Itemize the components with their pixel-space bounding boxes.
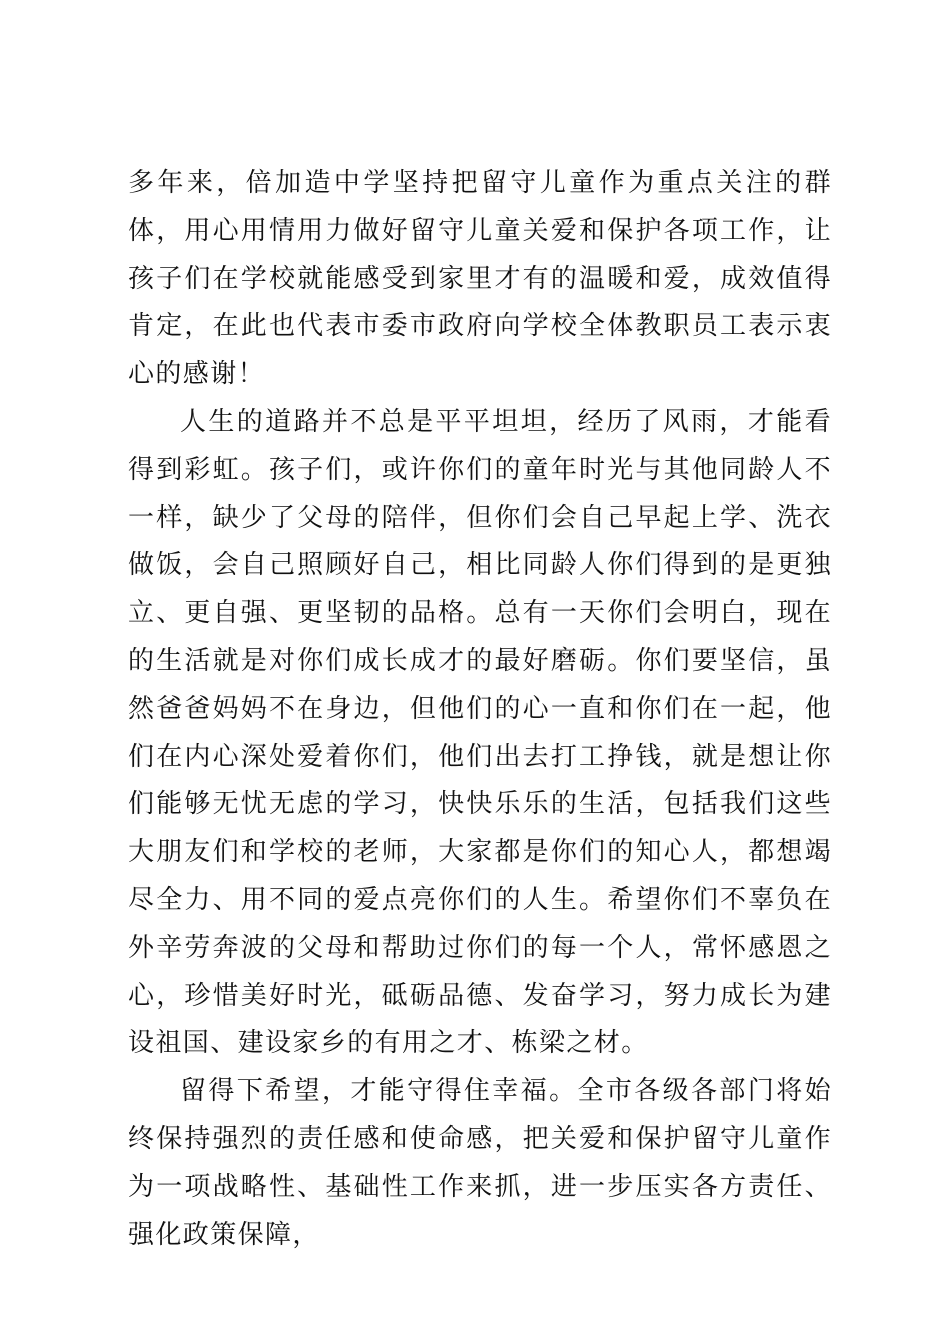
document-page — [128, 160, 832, 1259]
paragraph-commitment: 留得下希望，才能守得住幸福。全市各级各部门将始终保持强烈的责任感和使命感，把关爱和保护留守儿童作为一项战略性、基础性工作来抓，进一步压实各方责任、强化政策保障， — [128, 1076, 832, 1250]
paragraph-message-to-children: 人生的道路并不总是平平坦坦，经历了风雨，才能看得到彩虹。孩子们，或许你们的童年时光与其他同龄人不一样，缺少了父母的陪伴，但你们会自己早起上学、洗衣做饭，会自己照顾好自己，相比同龄人你们得到的是更独立、更自强、更坚韧的品格。总有一天你们会明白，现在的生活就是对你们成长成才的最好磨砺。你们要坚信，虽然爸爸妈妈不在身边，但他们的心一直和你们在一起，他们在内心深处爱着你们，他们出去打工挣钱，就是想让你们能够无忧无虑的学习，快快乐乐的生活，包括我们这些大朋友们和学校的老师，大家都是你们的知心人，都想竭尽全力、用不同的爱点亮你们的人生。希望你们不辜负在外辛劳奔波的父母和帮助过你们的每一个人，常怀感恩之心，珍惜美好时光，砥砺品德、发奋学习，努力成长为建设祖国、建设家乡的有用之才、栋梁之材。 — [128, 406, 832, 1059]
paragraph-continuation: 多年来，倍加造中学坚持把留守儿童作为重点关注的群体，用心用情用力做好留守儿童关爱和保护各项工作，让孩子们在学校就能感受到家里才有的温暖和爱，成效值得肯定，在此也代表市委市政府向学校全体教职员工表示衷心的感谢！ — [128, 168, 832, 390]
